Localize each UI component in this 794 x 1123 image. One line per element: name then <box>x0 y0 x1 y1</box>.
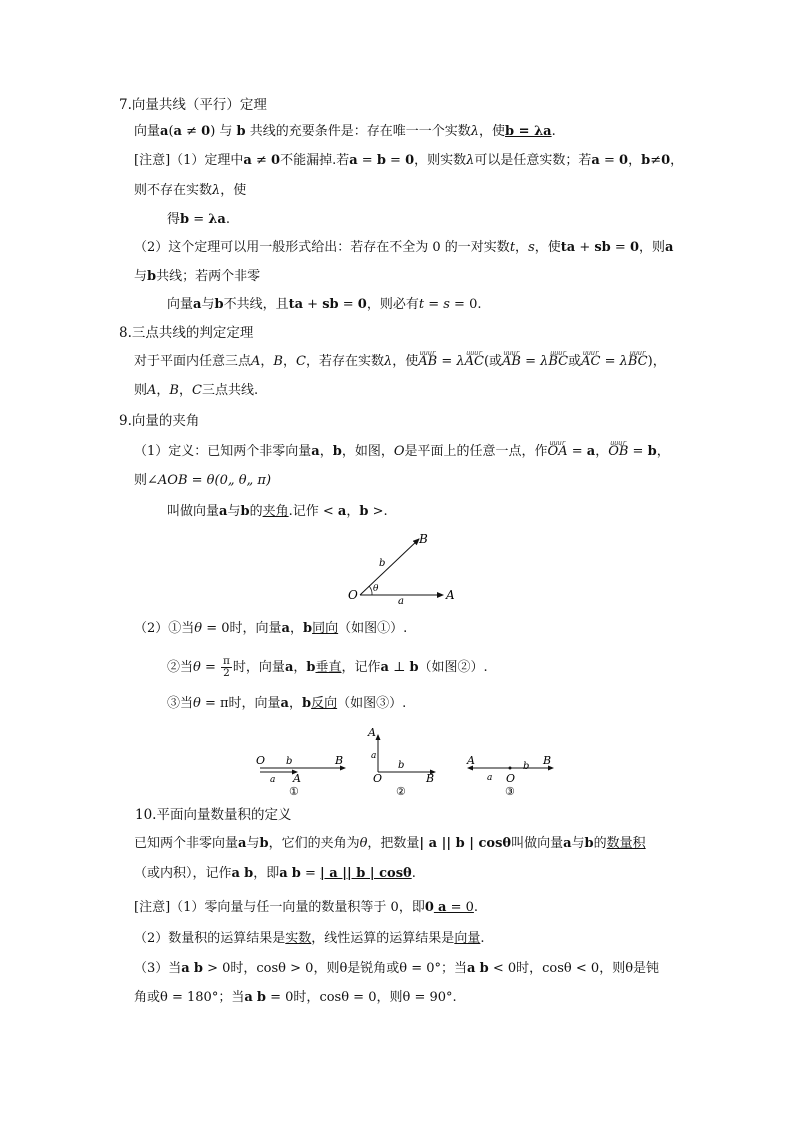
fig3-A-label: A <box>467 754 475 767</box>
point-o-label: O <box>348 588 358 602</box>
theta-label: θ <box>373 584 379 594</box>
fig3-O-label: O <box>506 772 516 785</box>
dot-product-definition-line-2: （或内积），记作a b，即a b = | a || b | cosθ. <box>134 866 416 881</box>
fig1-o-label: O <box>256 754 266 767</box>
fig2-B-label: B <box>426 772 435 785</box>
note-1-line-3: 得b = λa. <box>167 212 230 227</box>
fig1-a-label: a <box>270 775 276 785</box>
point-a-label: A <box>446 588 455 602</box>
fig1-b-label: b <box>286 756 293 767</box>
same-direction-line: （2）①当θ = 0时，向量a，b同向（如图①）. <box>134 621 408 636</box>
opposite-direction-line: ③当θ = π时，向量a，b反向（如图③）. <box>167 696 407 711</box>
note-2-line-3: 向量a与b不共线，且ta + sb = 0，则必有t = s = 0. <box>167 297 482 312</box>
fig2-A-label: A <box>368 726 376 739</box>
fig3-origin-dot <box>509 767 512 770</box>
note-1-line-1: [注意]（1）定理中a ≠ 0不能漏掉.若a = b = 0，则实数λ可以是任意实数；若a = 0，b≠0， <box>134 153 684 168</box>
angle-arc <box>369 586 372 595</box>
fig2-a-label: a <box>371 751 377 761</box>
direction-figures <box>250 722 570 802</box>
angle-definition-line-1: （1）定义：已知两个非零向量a，b，如图，O是平面上的任意一点，作uuur OA = a，uuur OB = b， <box>134 443 670 461</box>
section-8-heading: 8.三点共线的判定定理 <box>119 325 254 341</box>
note-zero-vector: [注意]（1）零向量与任一向量的数量积等于 0，即0 a = 0. <box>134 900 479 915</box>
section-10-heading: 10.平面向量数量积的定义 <box>135 807 292 823</box>
note-sign-line-1: （3）当a b > 0时，cosθ > 0，则θ是锐角或θ = 0°；当a b < 0时，cosθ < 0，则θ是钝 <box>134 961 660 976</box>
note-2-line-1: （2）这个定理可以用一般形式给出：若存在不全为 0 的一对实数t，s，使ta + sb = 0，则a <box>134 240 674 255</box>
angle-figure <box>340 528 470 608</box>
fig1-A-label: A <box>293 772 301 785</box>
fig2-number: ② <box>396 785 406 798</box>
note-1-line-2: 则不存在实数λ，使 <box>134 183 247 198</box>
angle-definition-line-3: 叫做向量a与b的夹角.记作 < a，b >. <box>167 504 388 519</box>
fig3-number: ③ <box>505 785 515 798</box>
note-sign-line-2: 角或θ = 180°；当a b = 0时，cosθ = 0，则θ = 90°. <box>134 990 457 1005</box>
figure-2-perpendicular <box>367 726 435 798</box>
point-b-label: B <box>419 532 428 546</box>
fig3-B-label: B <box>543 754 552 767</box>
fig1-number: ① <box>289 785 299 798</box>
angle-definition-line-2: 则∠AOB = θ(0„ θ„ π) <box>134 473 272 488</box>
vector-b-label: b <box>379 558 386 569</box>
note-2-line-2: 与b共线；若两个非零 <box>134 269 261 284</box>
three-point-collinear-line-2: 则A，B，C三点共线. <box>134 383 259 398</box>
figure-3-opposite-direction <box>466 754 553 798</box>
three-point-collinear-line-1: 对于平面内任意三点A，B，C，若存在实数λ，使uuur AB = λuuur AC(或uuur AB = λuuur BC或uuur AC = λuuur BC)， <box>134 353 666 371</box>
pi-over-2-fraction: $\frac{\pi}{2}$ <box>223 655 230 679</box>
fig3-a-label: a <box>487 773 493 783</box>
fig2-O-label: O <box>373 772 383 785</box>
note-result-types: （2）数量积的运算结果是实数，线性运算的运算结果是向量. <box>134 931 485 946</box>
figure-1-same-direction <box>256 754 345 798</box>
section-7-heading: 7.向量共线（平行）定理 <box>119 97 267 113</box>
fig1-B-label: B <box>335 754 344 767</box>
fig2-b-label: b <box>398 760 405 771</box>
vector-a-label: a <box>398 596 404 607</box>
fig3-b-label: b <box>523 761 530 772</box>
dot-product-definition-line-1: 已知两个非零向量a与b，它们的夹角为θ，把数量| a || b | cosθ叫做向量a与b的数量积 <box>134 836 646 851</box>
perpendicular-line: ②当θ = $\frac{\pi}{2}$ 时，向量a，b垂直，记作a ⊥ b（如图②）. <box>167 655 488 679</box>
section-9-heading: 9.向量的夹角 <box>119 413 200 429</box>
collinear-theorem-statement: 向量a(a ≠ 0) 与 b 共线的充要条件是：存在唯一一个实数λ，使b = λa. <box>134 124 556 139</box>
vector-b-arrow <box>360 539 419 595</box>
